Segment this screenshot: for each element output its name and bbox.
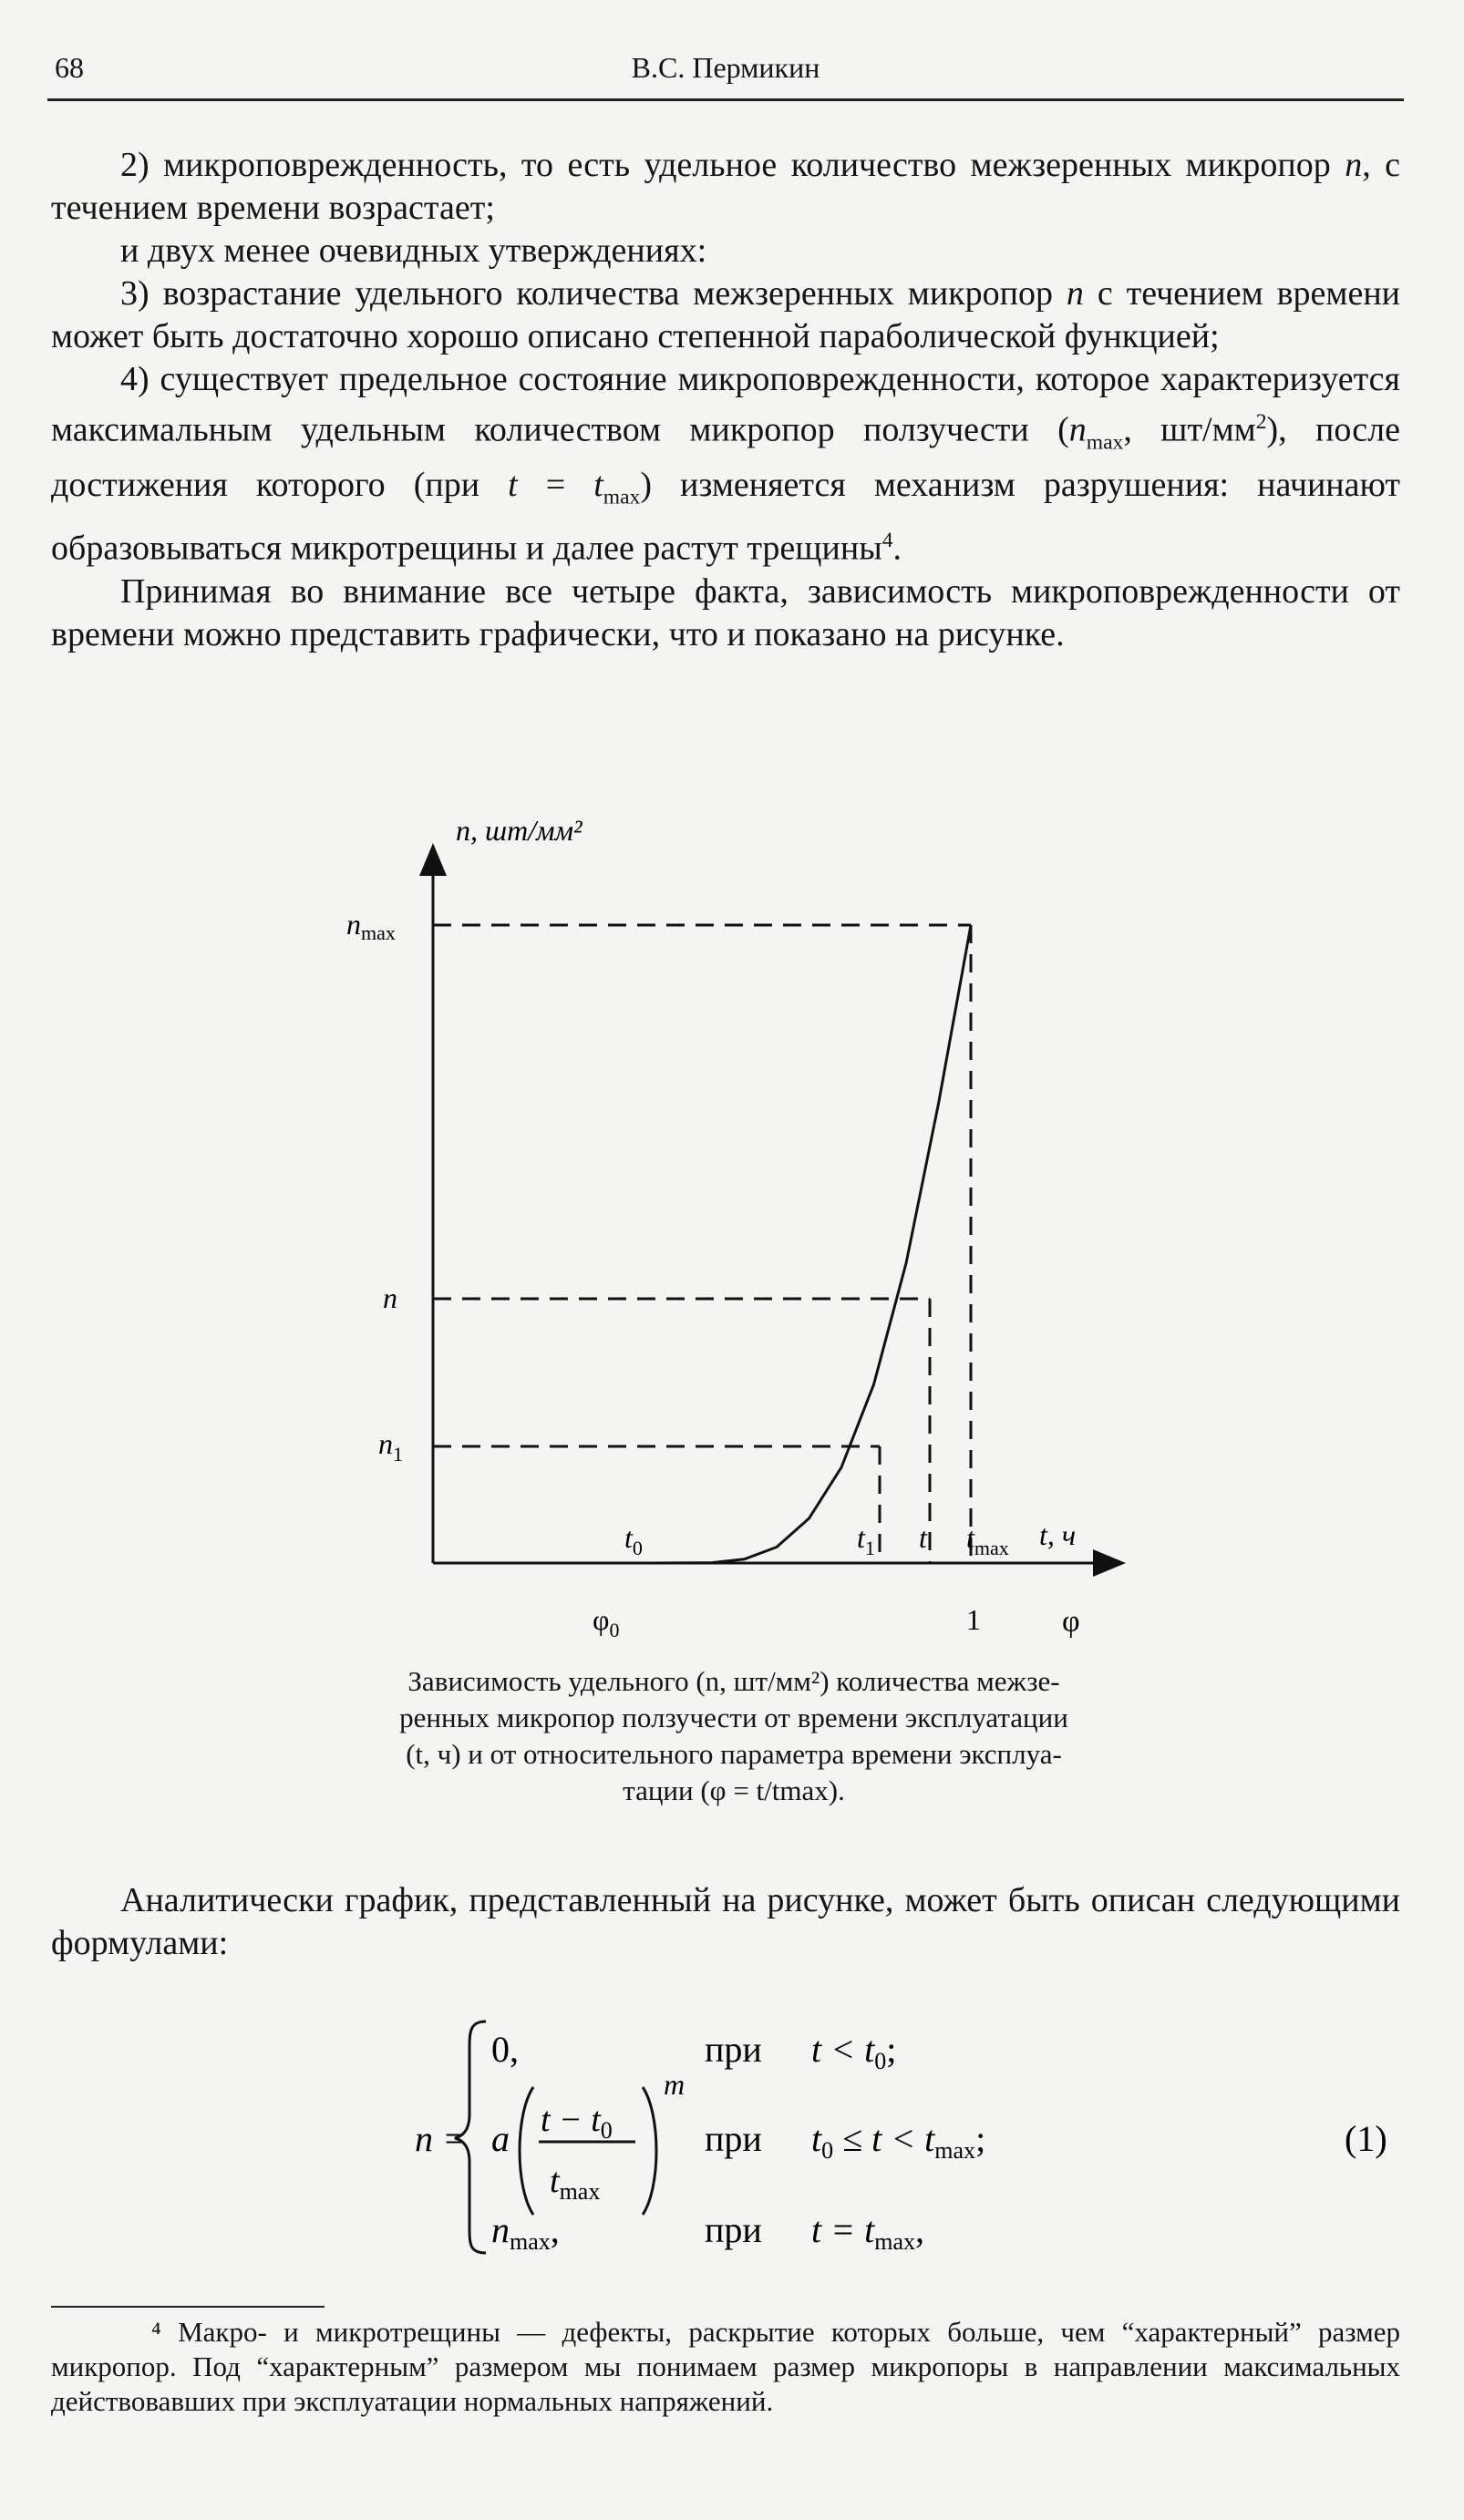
item-2: 2) микроповрежденность, то есть удельное количество межзеренных микропор n, с течением времени возрастает;	[51, 146, 1400, 227]
case2-numerator: $t - t_0$	[541, 2101, 613, 2144]
y-tick-nmax: nmax	[346, 908, 396, 944]
open-paren	[520, 2087, 533, 2215]
cond1: $t < t_0$;	[811, 2029, 897, 2074]
x-tick-tmax: $t_{max}$	[966, 1521, 1009, 1559]
formula-1	[378, 2014, 1408, 2260]
equation-number: (1)	[1345, 2118, 1387, 2159]
cond1-when: при	[705, 2029, 762, 2070]
figure-caption: Зависимость удельного (n, шт/мм²) количества межзе- ренных микропор ползучести от времени эксплуатации (t, ч) и от относительного параметра времени эксплуа- тации (φ = t/tmax).	[399, 1665, 1068, 1806]
phi-tick-1: 1	[966, 1603, 981, 1636]
x-tick-t1: $t_1$	[857, 1521, 875, 1559]
damage-chart	[346, 784, 1167, 1686]
footnote-rule	[51, 2306, 325, 2308]
phi-axis-label: φ	[1062, 1605, 1080, 1639]
item-4: 4) существует предельное состояние микроповрежденности, которое характеризуется максимальным удельным количеством микропор ползучести ($n_{max}$, $шт/мм^2$), после достижения которого (при $t = t_{max}$) изменяется механизм разрушения: начинают образовываться микротрещины и далее растут трещины$^4$.	[51, 360, 1401, 568]
figure	[346, 784, 1167, 1686]
y-tick-n: n	[383, 1281, 397, 1314]
cond3: $t = t_{max}$,	[811, 2209, 924, 2255]
dashed-guides	[433, 925, 971, 1563]
footnote: ⁴ Макро- и микротрещины — дефекты, раскрытие которых больше, чем “характерный” размер микропор. Под “характерным” размером мы понимаем размер микропоры в направлении максимальных действовавших при эксплуатации нормальных напряжений.	[51, 2316, 1400, 2417]
body-text-top	[51, 144, 1400, 656]
after-figure-text: Аналитически график, представленный на рисунке, может быть описан следующими формулами:	[51, 1881, 1400, 1962]
and-two-statements: и двух менее очевидных утверждениях:	[120, 231, 707, 270]
accept-paragraph: Принимая во внимание все четыре факта, зависимость микроповрежденности от времени можно представить графически, что и показано на рисунке.	[51, 571, 1400, 653]
phi-tick-phi0: $\varphi_0$	[593, 1603, 620, 1641]
page-number: 68	[55, 51, 84, 84]
y-tick-n1: $n_1$	[378, 1427, 403, 1466]
damage-curve	[433, 925, 971, 1563]
page-header	[47, 47, 1404, 101]
cond3-when: при	[705, 2209, 762, 2250]
left-brace	[455, 2021, 486, 2253]
cond2-when: при	[705, 2118, 762, 2159]
y-axis-label: n, шт/мм²	[456, 814, 583, 847]
case1-value: 0,	[491, 2029, 519, 2070]
x-tick-t: t	[919, 1521, 927, 1554]
item-3: 3) возрастание удельного количества межзеренных микропор n с течением времени может быть достаточно хорошо описано степенной параболической функцией;	[51, 274, 1400, 355]
case2-denominator: $t_{max}$	[550, 2162, 601, 2205]
case2-a: a	[491, 2118, 510, 2159]
case2-exponent: m	[664, 2068, 686, 2101]
running-head: В.С. Пермикин	[631, 51, 820, 84]
close-paren	[643, 2087, 656, 2215]
x-tick-t0: $t_0$	[624, 1521, 643, 1559]
x-axis-label: t, ч	[1039, 1518, 1077, 1551]
formula-lhs: n =	[415, 2118, 467, 2159]
case3-value: $n_{max}$,	[491, 2209, 560, 2255]
footnote-ref: 4	[881, 528, 893, 552]
cond2: $t_0 \le t < t_{max}$;	[811, 2118, 986, 2164]
